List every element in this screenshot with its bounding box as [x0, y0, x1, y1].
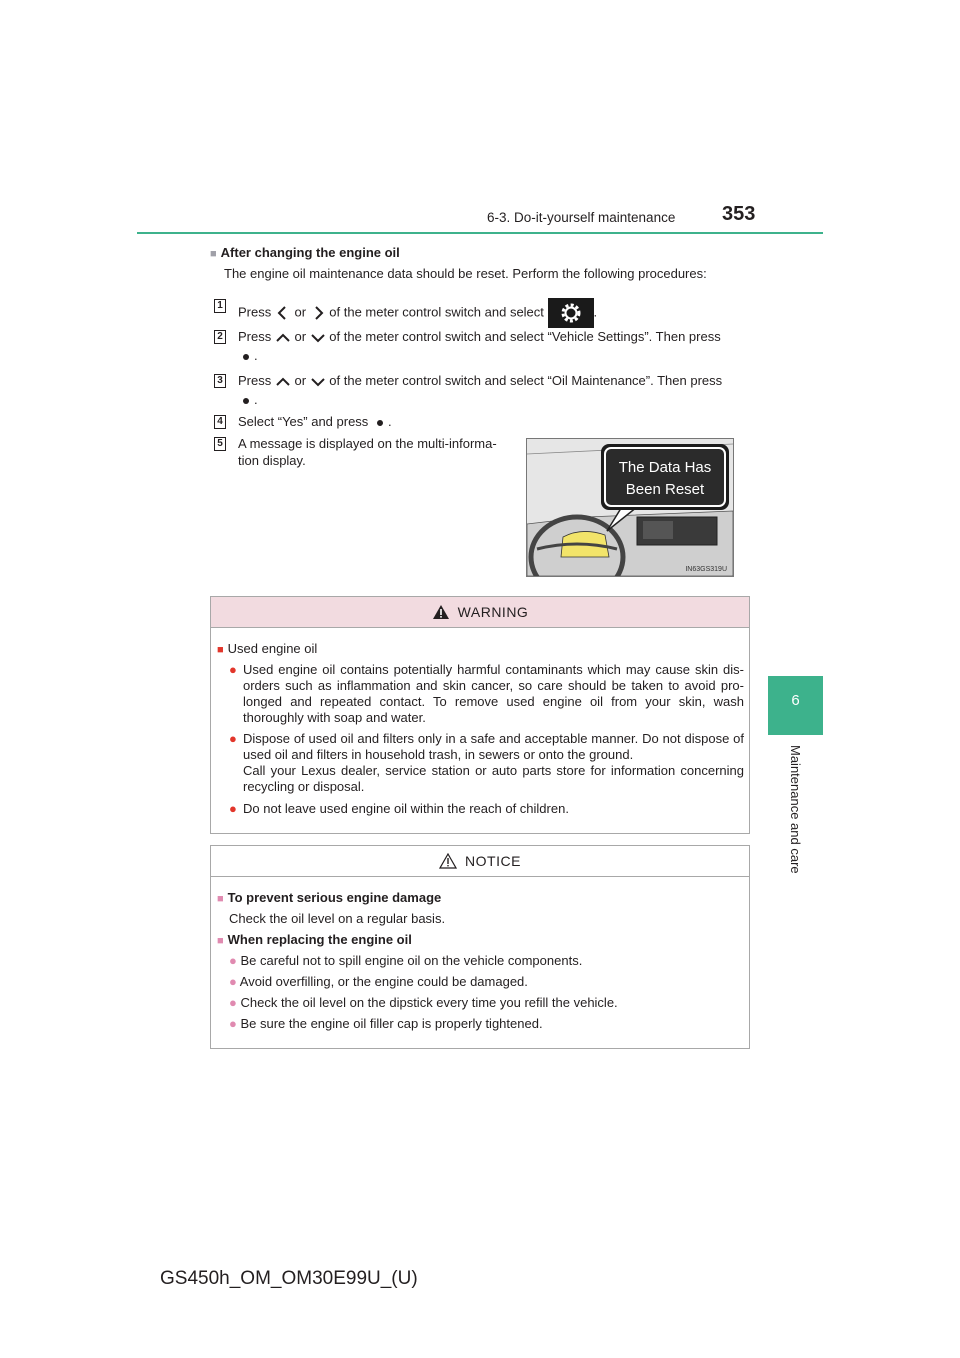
chevron-right-icon — [310, 305, 326, 321]
illustration-code: IN63GS319U — [685, 566, 727, 573]
square-bullet-icon: ■ — [217, 644, 224, 656]
chevron-up-icon — [275, 330, 291, 346]
notice-heading-2: ■ When replacing the engine oil — [217, 932, 412, 947]
chevron-down-icon — [310, 374, 326, 390]
warning-title: WARNING — [457, 604, 529, 620]
dashboard-illustration — [526, 438, 734, 577]
step-1: Press or of the meter control switch and select . — [238, 298, 597, 328]
warning-item-2: Dispose of used oil and filters only in a safe and acceptable manner. Do not dispose of used oil and filters in household trash, in sewers or onto the ground. Call your Lexus dealer, service station or auto parts store for information concerning recycling or disposal. — [243, 731, 744, 794]
chevron-left-icon — [275, 305, 291, 321]
notice-heading-1: ■ To prevent serious engine damage — [217, 890, 442, 905]
header-divider — [137, 232, 823, 234]
bullet-dot-icon: ● — [229, 974, 237, 989]
bullet-dot-icon: ● — [229, 801, 237, 816]
step-number-4: 4 — [214, 415, 226, 429]
intro-text: The engine oil maintenance data should be reset. Perform the following procedures: — [224, 266, 707, 281]
warning-panel — [210, 596, 750, 834]
step-3-cont: . — [238, 392, 258, 409]
bullet-dot-icon: ● — [229, 953, 237, 968]
notice-header — [211, 846, 749, 877]
notice-text-1: Check the oil level on a regular basis. — [229, 911, 446, 926]
enter-dot-icon — [238, 349, 254, 365]
warning-header — [211, 597, 749, 628]
warning-item-2-bullet — [229, 731, 237, 747]
bubble-line-1: The Data Has — [618, 459, 712, 476]
warning-item-1-bullet — [229, 662, 237, 678]
gear-icon — [548, 298, 594, 328]
chevron-down-icon — [310, 330, 326, 346]
notice-item-2: ● Avoid overfilling, or the engine could be damaged. — [229, 974, 528, 989]
step-2: Press or of the meter control switch and select “Vehicle Settings”. Then press — [238, 329, 721, 344]
step-number-5: 5 — [214, 437, 226, 451]
bullet-dot-icon: ● — [229, 662, 237, 677]
square-bullet-icon: ■ — [217, 893, 224, 905]
chapter-label: Maintenance and care — [788, 745, 803, 874]
step-number-3: 3 — [214, 374, 226, 388]
step-2-cont: . — [238, 348, 258, 365]
step-3: Press or of the meter control switch and select “Oil Maintenance”. Then press — [238, 373, 723, 388]
document-code: GS450h_OM_OM30E99U_(U) — [160, 1268, 418, 1289]
intro-heading: ■ After changing the engine oil — [210, 245, 400, 260]
bullet-dot-icon: ● — [229, 995, 237, 1010]
step-5-line2: tion display. — [238, 453, 306, 468]
warning-heading: ■ Used engine oil — [217, 641, 318, 656]
warning-item-3-bullet — [229, 801, 237, 817]
notice-item-1: ● Be careful not to spill engine oil on the vehicle components. — [229, 953, 583, 968]
warning-triangle-icon — [439, 853, 457, 869]
page-number: 353 — [722, 203, 756, 225]
enter-dot-icon — [238, 393, 254, 409]
chapter-number: 6 — [791, 692, 800, 709]
square-bullet-icon: ■ — [210, 248, 217, 260]
notice-title: NOTICE — [465, 853, 521, 869]
enter-dot-icon — [372, 415, 388, 431]
bullet-dot-icon: ● — [229, 731, 237, 746]
section-title: 6-3. Do-it-yourself maintenance — [487, 210, 676, 225]
step-4: Select “Yes” and press . — [238, 414, 392, 429]
step-5-line1: A message is displayed on the multi-informa- — [238, 436, 497, 451]
square-bullet-icon: ■ — [217, 935, 224, 947]
bubble-line-2: Been Reset — [625, 481, 705, 498]
step-number-2: 2 — [214, 330, 226, 344]
warning-item-3: Do not leave used engine oil within the reach of children. — [243, 801, 569, 816]
warning-item-1: Used engine oil contains potentially harmful contaminants which may cause skin dis- orders such as inflammation and skin cancer, so care should be taken to avoid pro- longed and repeated contact. To remove used engine oil from your skin, wash thoroughly with soap and water. — [243, 662, 744, 725]
notice-panel — [210, 845, 750, 1049]
notice-item-4: ● Be sure the engine oil filler cap is properly tightened. — [229, 1016, 543, 1031]
chevron-up-icon — [275, 374, 291, 390]
step-number-1: 1 — [214, 299, 226, 313]
warning-triangle-icon — [432, 604, 450, 620]
notice-item-3: ● Check the oil level on the dipstick every time you refill the vehicle. — [229, 995, 618, 1010]
bullet-dot-icon: ● — [229, 1016, 237, 1031]
